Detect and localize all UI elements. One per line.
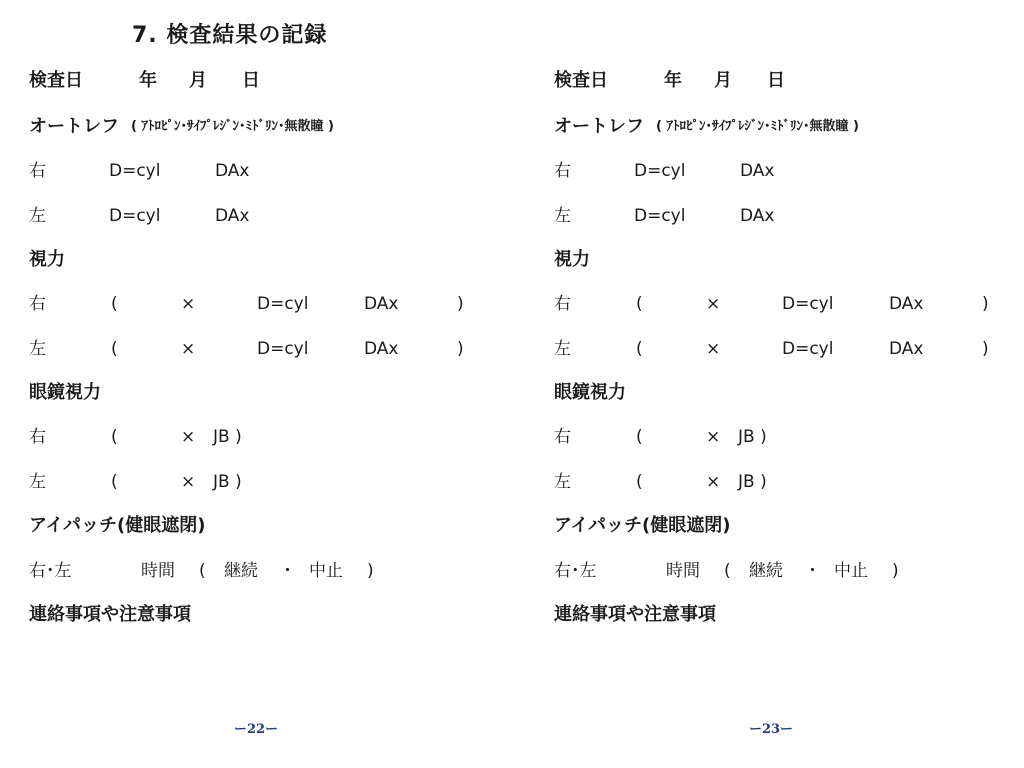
autoref-label: オートレフ <box>554 116 644 137</box>
dcyl-label: D=cyl <box>257 339 309 359</box>
paren-open: ( <box>111 472 118 492</box>
paren-open: ( <box>724 561 731 581</box>
autoref-label: オートレフ <box>29 116 119 137</box>
right-eye-label: 右 <box>29 427 46 447</box>
dax-label: DAx <box>215 161 250 181</box>
right-left-label: 右･左 <box>554 561 597 581</box>
paren-open: ( <box>636 427 643 447</box>
left-eye-label: 左 <box>29 339 46 359</box>
dax-label: DAx <box>740 206 775 226</box>
times-symbol: × <box>181 339 196 359</box>
autoref-note: ( ｱﾄﾛﾋﾟﾝ･ｻｲﾌﾟﾚｼﾞﾝ･ﾐﾄﾞﾘﾝ･無散瞳 ) <box>131 119 334 134</box>
dot-separator: ・ <box>804 561 821 581</box>
dcyl-label: D=cyl <box>634 206 686 226</box>
paren-open: ( <box>111 427 118 447</box>
left-eye-label: 左 <box>29 206 46 226</box>
times-symbol: × <box>706 472 721 492</box>
day-label: 日 <box>767 70 785 91</box>
dcyl-label: D=cyl <box>782 339 834 359</box>
paren-open: ( <box>636 472 643 492</box>
dcyl-label: D=cyl <box>109 206 161 226</box>
hours-label: 時間 <box>141 561 175 581</box>
jb-label: JB ) <box>738 427 767 447</box>
stop-label: 中止 <box>834 561 868 581</box>
dax-label: DAx <box>364 294 399 314</box>
jb-label: JB ) <box>213 472 242 492</box>
glasses-va-heading: 眼鏡視力 <box>29 382 101 403</box>
times-symbol: × <box>706 294 721 314</box>
paren-close: ) <box>892 561 899 581</box>
page-number-right: ー23ー <box>748 722 794 737</box>
jb-label: JB ) <box>738 472 767 492</box>
visual-acuity-heading: 視力 <box>29 249 65 270</box>
notes-heading: 連絡事項や注意事項 <box>29 604 191 625</box>
paren-open: ( <box>636 294 643 314</box>
paren-close: ) <box>457 294 464 314</box>
dax-label: DAx <box>889 339 924 359</box>
exam-date-label: 検査日 <box>29 70 83 91</box>
dax-label: DAx <box>889 294 924 314</box>
eyepatch-heading: アイパッチ(健眼遮閉) <box>29 515 206 536</box>
year-label: 年 <box>139 70 157 91</box>
paren-close: ) <box>367 561 374 581</box>
continue-label: 継続 <box>749 561 783 581</box>
dot-separator: ・ <box>279 561 296 581</box>
right-eye-label: 右 <box>554 294 571 314</box>
jb-label: JB ) <box>213 427 242 447</box>
dax-label: DAx <box>364 339 399 359</box>
dcyl-label: D=cyl <box>109 161 161 181</box>
month-label: 月 <box>189 70 207 91</box>
paren-open: ( <box>111 294 118 314</box>
times-symbol: × <box>181 294 196 314</box>
dax-label: DAx <box>740 161 775 181</box>
eyepatch-heading: アイパッチ(健眼遮閉) <box>554 515 731 536</box>
left-eye-label: 左 <box>554 206 571 226</box>
continue-label: 継続 <box>224 561 258 581</box>
times-symbol: × <box>181 427 196 447</box>
month-label: 月 <box>714 70 732 91</box>
paren-close: ) <box>982 294 989 314</box>
right-eye-label: 右 <box>29 161 46 181</box>
visual-acuity-heading: 視力 <box>554 249 590 270</box>
paren-close: ) <box>457 339 464 359</box>
times-symbol: × <box>181 472 196 492</box>
times-symbol: × <box>706 427 721 447</box>
right-eye-label: 右 <box>554 161 571 181</box>
glasses-va-heading: 眼鏡視力 <box>554 382 626 403</box>
times-symbol: × <box>706 339 721 359</box>
paren-open: ( <box>111 339 118 359</box>
left-eye-label: 左 <box>554 472 571 492</box>
year-label: 年 <box>664 70 682 91</box>
day-label: 日 <box>242 70 260 91</box>
dcyl-label: D=cyl <box>257 294 309 314</box>
dcyl-label: D=cyl <box>634 161 686 181</box>
left-eye-label: 左 <box>29 472 46 492</box>
left-eye-label: 左 <box>554 339 571 359</box>
notes-heading: 連絡事項や注意事項 <box>554 604 716 625</box>
paren-open: ( <box>199 561 206 581</box>
hours-label: 時間 <box>666 561 700 581</box>
right-page <box>554 0 1024 768</box>
exam-date-label: 検査日 <box>554 70 608 91</box>
page-number-left: ー22ー <box>233 722 279 737</box>
dax-label: DAx <box>215 206 250 226</box>
dcyl-label: D=cyl <box>782 294 834 314</box>
paren-close: ) <box>982 339 989 359</box>
right-eye-label: 右 <box>554 427 571 447</box>
autoref-note: ( ｱﾄﾛﾋﾟﾝ･ｻｲﾌﾟﾚｼﾞﾝ･ﾐﾄﾞﾘﾝ･無散瞳 ) <box>656 119 859 134</box>
section-title: 7. 検査結果の記録 <box>132 23 328 48</box>
right-eye-label: 右 <box>29 294 46 314</box>
paren-open: ( <box>636 339 643 359</box>
left-page <box>29 0 529 768</box>
stop-label: 中止 <box>309 561 343 581</box>
right-left-label: 右･左 <box>29 561 72 581</box>
